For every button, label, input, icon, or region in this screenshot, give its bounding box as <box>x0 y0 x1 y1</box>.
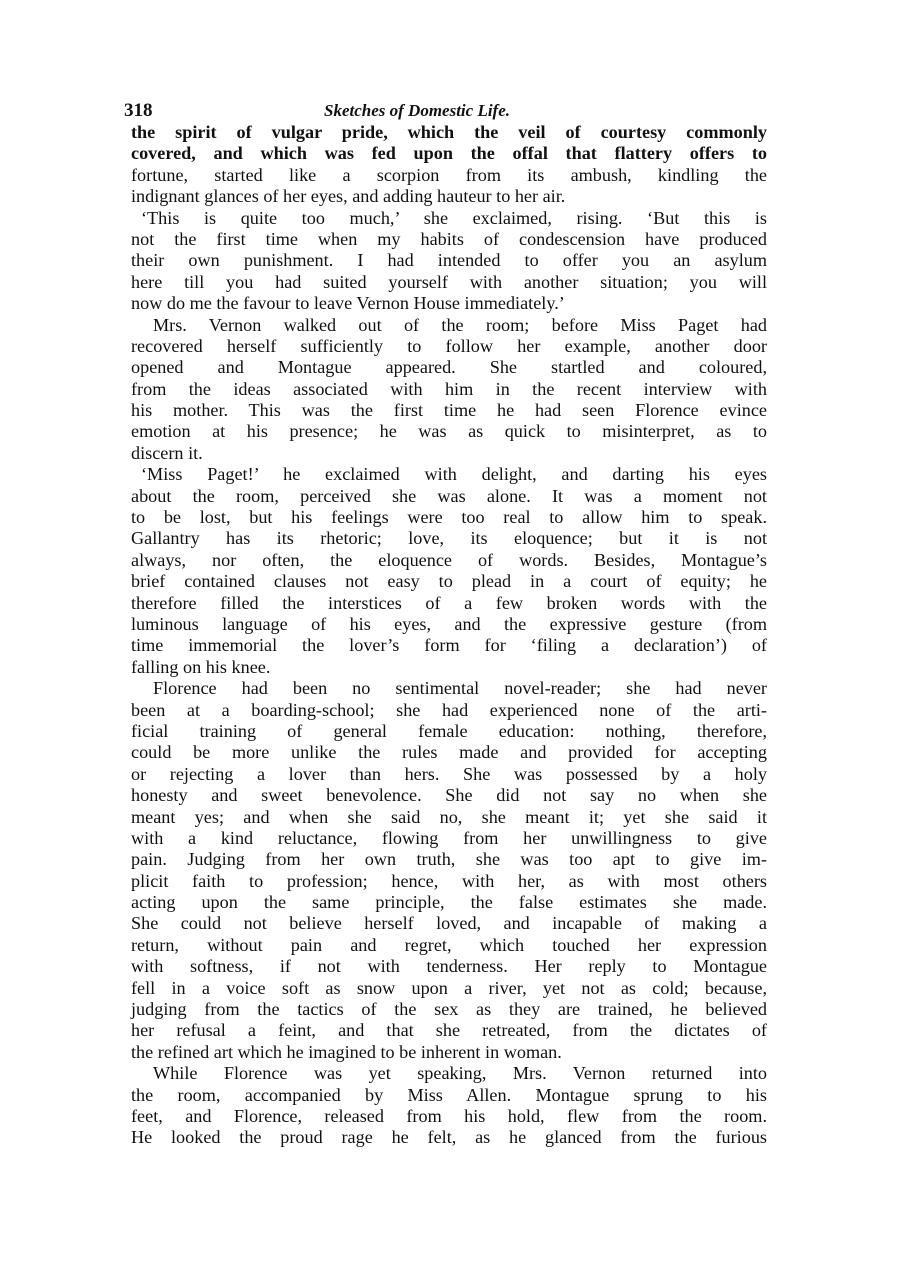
text-line: with softness, if not with tenderness. Her reply to Montague <box>131 956 767 977</box>
text-line: with a kind reluctance, flowing from her unwillingness to give <box>131 827 767 848</box>
text-line: not the first time when my habits of condescension have produced <box>131 228 767 249</box>
text-line: While Florence was yet speaking, Mrs. Vernon returned into <box>153 1063 767 1084</box>
text-line: ‘This is quite too much,’ she exclaimed, rising. ‘But this is <box>141 207 767 228</box>
text-line: meant yes; and when she said no, she meant it; yet she said it <box>131 806 767 827</box>
text-line: honesty and sweet benevolence. She did not say no when she <box>131 785 767 806</box>
text-line: ‘Miss Paget!’ he exclaimed with delight, and darting his eyes <box>141 464 767 485</box>
text-line: luminous language of his eyes, and the expressive gesture (from <box>131 613 767 634</box>
text-line: covered, and which was fed upon the offal that flattery offers to <box>131 143 767 164</box>
text-line: acting upon the same principle, the false estimates she made. <box>131 892 767 913</box>
text-line: opened and Montague appeared. She startled and coloured, <box>131 357 767 378</box>
text-line: return, without pain and regret, which touched her expression <box>131 934 767 955</box>
text-line: falling on his knee. <box>131 656 271 677</box>
text-line: time immemorial the lover’s form for ‘filing a declaration’) of <box>131 635 767 656</box>
text-line: or rejecting a lover than hers. She was possessed by a holy <box>131 763 767 784</box>
text-line: brief contained clauses not easy to plead in a court of equity; he <box>131 571 767 592</box>
text-line: indignant glances of her eyes, and adding hauteur to her air. <box>131 186 566 207</box>
text-line: discern it. <box>131 442 203 463</box>
text-line: Florence had been no sentimental novel-reader; she had never <box>153 678 767 699</box>
text-line: about the room, perceived she was alone. It was a moment not <box>131 485 767 506</box>
page-header <box>124 100 764 122</box>
text-line: ficial training of general female education: nothing, therefore, <box>131 720 767 741</box>
text-line: He looked the proud rage he felt, as he glanced from the furious <box>131 1127 767 1148</box>
text-line: the refined art which he imagined to be inherent in woman. <box>131 1041 562 1062</box>
text-line: been at a boarding-school; she had experienced none of the arti- <box>131 699 767 720</box>
text-line: Gallantry has its rhetoric; love, its eloquence; but it is not <box>131 528 767 549</box>
text-line: his mother. This was the first time he had seen Florence evince <box>131 400 767 421</box>
text-line: now do me the favour to leave Vernon House immediately.’ <box>131 293 565 314</box>
text-line: feet, and Florence, released from his hold, flew from the room. <box>131 1105 767 1126</box>
text-line: could be more unlike the rules made and provided for accepting <box>131 742 767 763</box>
text-line: recovered herself sufficiently to follow her example, another door <box>131 335 767 356</box>
text-line: fell in a voice soft as snow upon a river, yet not as cold; because, <box>131 977 767 998</box>
text-line: her refusal a feint, and that she retreated, from the dictates of <box>131 1020 767 1041</box>
text-line: plicit faith to profession; hence, with her, as with most others <box>131 870 767 891</box>
text-line: here till you had suited yourself with another situation; you will <box>131 271 767 292</box>
text-line: fortune, started like a scorpion from its ambush, kindling the <box>131 164 767 185</box>
text-line: always, nor often, the eloquence of words. Besides, Montague’s <box>131 549 767 570</box>
text-line: emotion at his presence; he was as quick to misinterpret, as to <box>131 421 767 442</box>
text-line: judging from the tactics of the sex as they are trained, he believed <box>131 999 767 1020</box>
text-line: She could not believe herself loved, and incapable of making a <box>131 913 767 934</box>
text-line: the spirit of vulgar pride, which the veil of courtesy commonly <box>131 122 767 142</box>
page-number: 318 <box>124 100 153 121</box>
text-line: therefore filled the interstices of a few broken words with the <box>131 592 767 613</box>
body-text <box>131 122 767 1149</box>
text-line: their own punishment. I had intended to offer you an asylum <box>131 250 767 271</box>
text-line: pain. Judging from her own truth, she was too apt to give im- <box>131 849 767 870</box>
text-line: the room, accompanied by Miss Allen. Montague sprung to his <box>131 1084 767 1105</box>
text-line: from the ideas associated with him in the recent interview with <box>131 378 767 399</box>
text-line: Mrs. Vernon walked out of the room; before Miss Paget had <box>153 314 767 335</box>
text-line: to be lost, but his feelings were too real to allow him to speak. <box>131 507 767 528</box>
running-title: Sketches of Domestic Life. <box>324 101 511 120</box>
